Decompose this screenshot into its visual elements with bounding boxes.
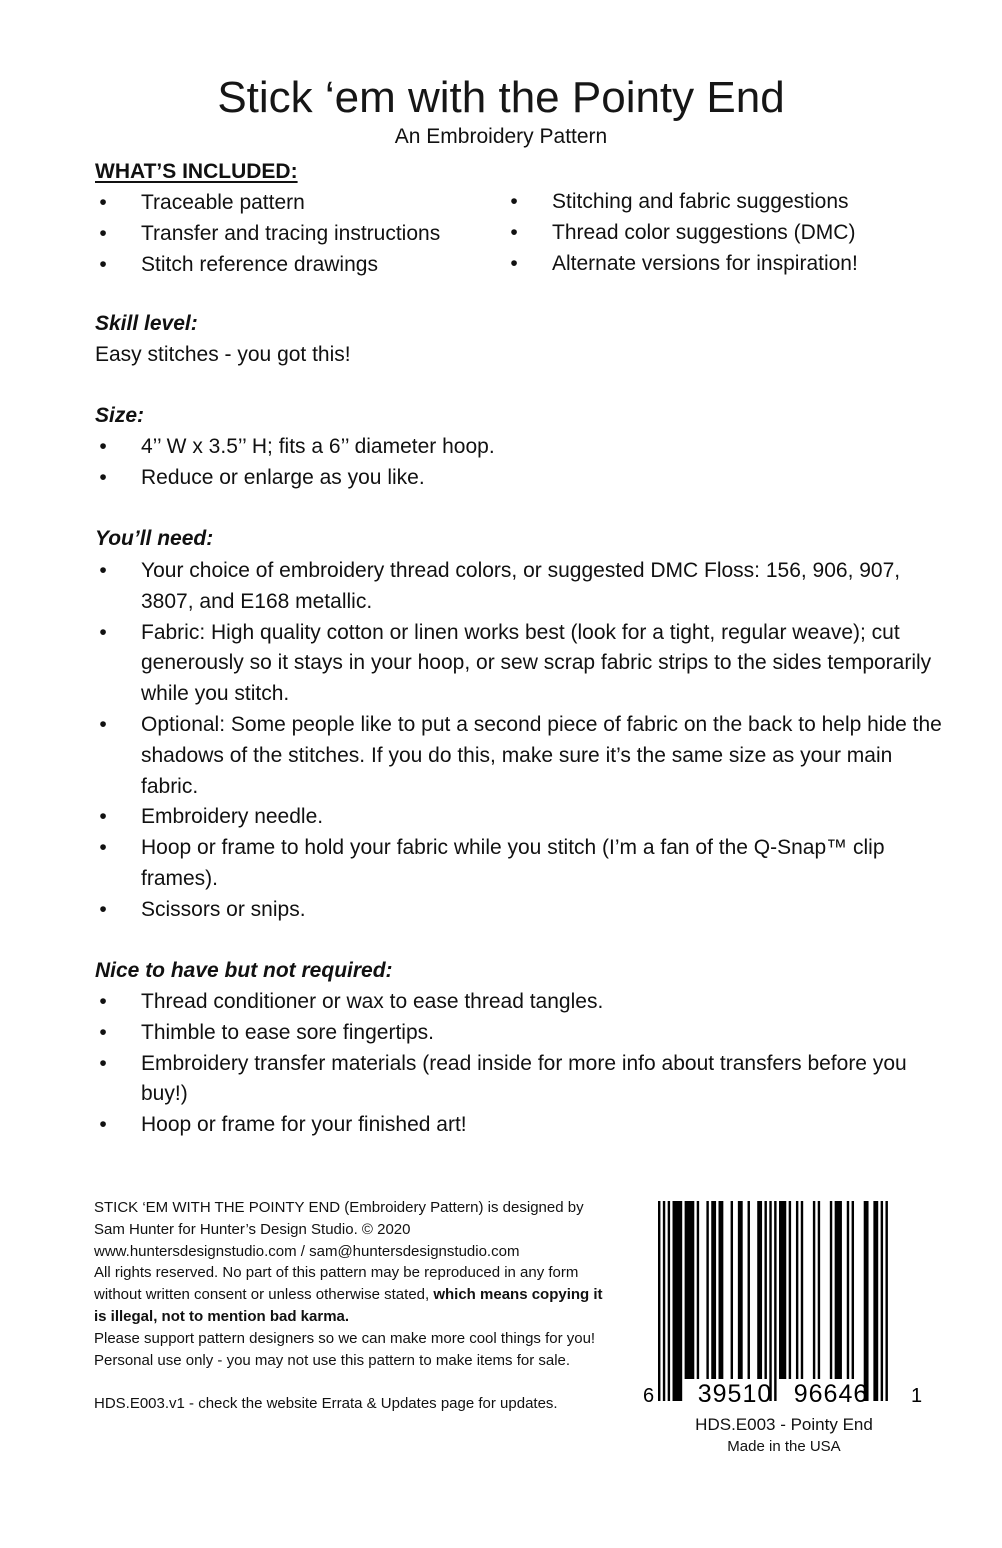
skill-text: Easy stitches - you got this!: [95, 343, 351, 366]
list-item: • Thread conditioner or wax to ease thread tangles.: [95, 987, 951, 1018]
bullet-icon: •: [99, 836, 107, 860]
skill-heading: Skill level:: [95, 312, 198, 335]
karma-warning: which means copying it is illegal, not to mention bad karma.: [94, 1286, 603, 1325]
bullet-icon: •: [99, 191, 107, 214]
barcode-bar: [881, 1201, 883, 1401]
size-heading: Size:: [95, 404, 145, 427]
bullet-icon: •: [510, 220, 518, 244]
bullet-icon: •: [99, 559, 107, 582]
barcode-bar: [864, 1201, 869, 1401]
barcode-digit-left: 6: [643, 1385, 655, 1407]
bullet-icon: •: [99, 221, 107, 245]
bullet-icon: •: [99, 897, 107, 921]
barcode-bar: [789, 1201, 791, 1379]
list-item: • Fabric: High quality cotton or linen works best (look for a tight, regular weave); cut generously so it stays in your hoop, or sew scrap fabric strips to the sides temporarily while you stitch.: [95, 618, 951, 710]
barcode-bar: [801, 1201, 803, 1379]
page-title: Stick ‘em with the Pointy End: [217, 73, 785, 122]
barcode-bar: [764, 1201, 766, 1379]
copyright-block: [94, 1197, 614, 1415]
bullet-icon: •: [99, 620, 107, 644]
bullet-icon: •: [99, 252, 107, 276]
list-item: • Stitching and fabric suggestions: [506, 187, 932, 218]
barcode-bar: [774, 1201, 776, 1401]
list-item: • Optional: Some people like to put a second piece of fabric on the back to help hide the shadows of the stitches. If you do this, make sure it’s the same size as your main fabric.: [95, 710, 951, 802]
need-list: [95, 556, 951, 926]
barcode-bar: [873, 1201, 878, 1401]
nice-heading: Nice to have but not required:: [95, 959, 393, 982]
barcode-bar: [668, 1201, 670, 1401]
barcode-digit-right: 1: [911, 1385, 923, 1407]
list-item: • Your choice of embroidery thread colors, or suggested DMC Floss: 156, 906, 907, 3807, and E168 metallic.: [95, 556, 951, 618]
bullet-icon: •: [99, 1113, 107, 1137]
barcode-bar: [663, 1201, 665, 1401]
version-note: HDS.E003.v1 - check the website Errata & Updates page for updates.: [94, 1395, 558, 1413]
list-item: • Alternate versions for inspiration!: [506, 249, 932, 280]
barcode-bar: [830, 1201, 832, 1379]
bullet-icon: •: [99, 465, 107, 489]
barcode-bar: [697, 1201, 699, 1379]
barcode-bar: [818, 1201, 820, 1379]
barcode-bar: [738, 1201, 743, 1379]
barcode-bar: [813, 1201, 815, 1379]
included-heading: WHAT’S INCLUDED:: [95, 160, 298, 183]
included-list-left: [95, 188, 521, 280]
list-item: • Hoop or frame to hold your fabric while you stitch (I’m a fan of the Q-Snap™ clip frames).: [95, 833, 951, 895]
support-note: Please support pattern designers so we can make more cool things for you!: [94, 1329, 596, 1347]
list-item: • Scissors or snips.: [95, 895, 951, 926]
bullet-icon: •: [510, 251, 518, 275]
barcode-bar: [769, 1201, 771, 1401]
bullet-icon: •: [99, 805, 107, 829]
bullet-icon: •: [510, 190, 518, 213]
list-item: • Thimble to ease sore fingertips.: [95, 1018, 951, 1049]
contact-links: www.huntersdesignstudio.com / sam@huntersdesignstudio.com: [94, 1242, 520, 1260]
barcode-bar: [731, 1201, 733, 1379]
bullet-icon: •: [99, 990, 107, 1013]
need-heading: You’ll need:: [95, 527, 214, 550]
page-subtitle: An Embroidery Pattern: [394, 125, 608, 148]
list-item: • Traceable pattern: [95, 188, 521, 219]
barcode-digits-group2: 96646: [793, 1380, 869, 1408]
barcode-bar: [685, 1201, 695, 1379]
barcode-bar: [796, 1201, 798, 1379]
copyright-designer: STICK ‘EM WITH THE POINTY END (Embroidery Pattern) is designed by Sam Hunter for Hunter’s Design Studio. © 2020: [94, 1199, 584, 1238]
barcode-bar: [779, 1201, 786, 1379]
list-item: • Embroidery needle.: [95, 802, 951, 833]
nice-list: [95, 987, 951, 1141]
barcode-bar: [673, 1201, 683, 1401]
barcode-bar: [852, 1201, 854, 1379]
barcode-bar: [885, 1201, 887, 1401]
product-code: HDS.E003 - Pointy End: [695, 1415, 873, 1434]
list-item: • Transfer and tracing instructions: [95, 219, 521, 250]
bullet-icon: •: [99, 712, 107, 736]
bullet-icon: •: [99, 1020, 107, 1044]
barcode-bar: [835, 1201, 842, 1379]
list-item: • Embroidery transfer materials (read inside for more info about transfers before you buy!): [95, 1049, 951, 1111]
bullet-icon: •: [99, 1051, 107, 1075]
barcode: [636, 1197, 926, 1457]
bullet-icon: •: [99, 435, 107, 458]
rights-notice: All rights reserved. No part of this pattern may be reproduced in any form without written consent or unless otherwise stated, which means copying it is illegal, not to mention bad karma.: [94, 1264, 603, 1325]
list-item: • 4’’ W x 3.5’’ H; fits a 6’’ diameter hoop.: [95, 432, 951, 463]
list-item: • Thread color suggestions (DMC): [506, 218, 932, 249]
barcode-bar: [719, 1201, 724, 1379]
included-list-right: [506, 187, 932, 279]
barcode-bar: [757, 1201, 762, 1379]
barcode-bar: [706, 1201, 708, 1379]
personal-use-note: Personal use only - you may not use this pattern to make items for sale.: [94, 1351, 571, 1369]
barcode-digits-group1: 39510: [697, 1380, 773, 1408]
made-in-label: Made in the USA: [727, 1438, 841, 1455]
barcode-bar: [711, 1201, 716, 1379]
list-item: • Stitch reference drawings: [95, 250, 521, 281]
list-item: • Hoop or frame for your finished art!: [95, 1110, 951, 1141]
barcode-graphic: [636, 1197, 932, 1412]
barcode-bar: [748, 1201, 750, 1379]
size-list: [95, 432, 951, 494]
barcode-bar: [658, 1201, 660, 1401]
list-item: • Reduce or enlarge as you like.: [95, 463, 951, 494]
barcode-bar: [847, 1201, 849, 1379]
